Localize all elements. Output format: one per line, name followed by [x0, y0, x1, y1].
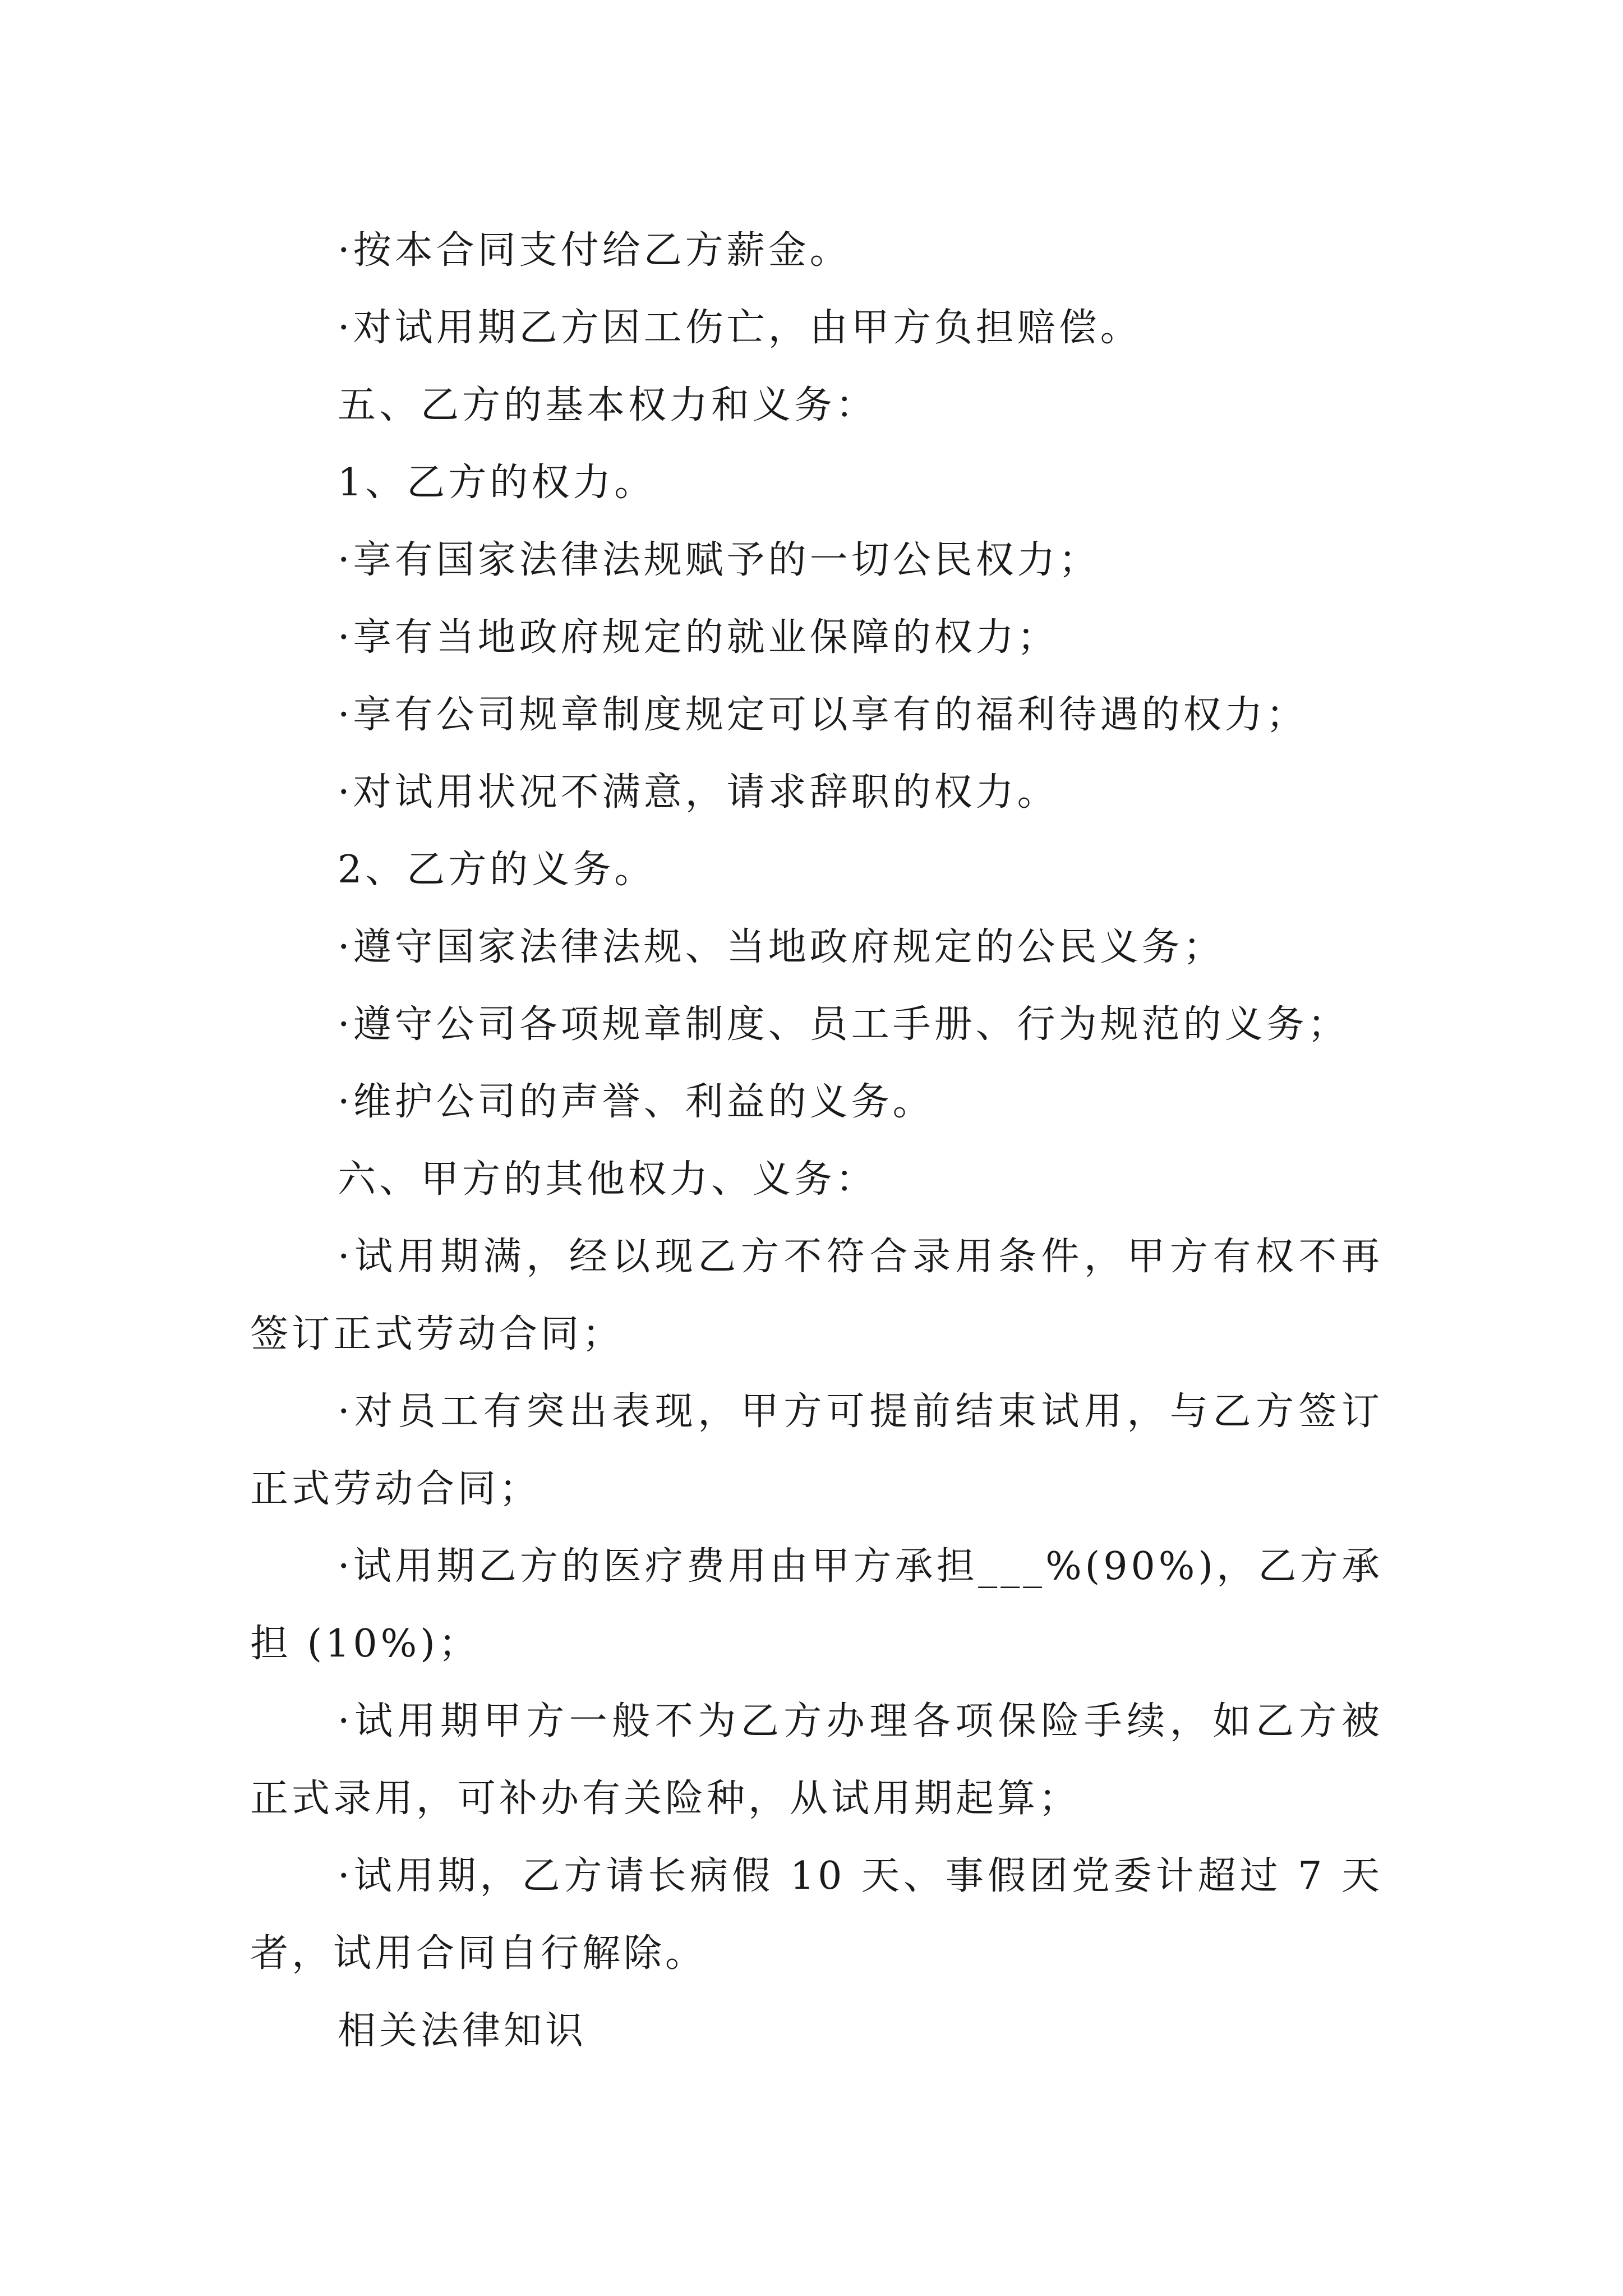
subheading-party-b-rights: 1、乙方的权力。 [338, 461, 656, 505]
section-heading-party-a-other: 六、甲方的其他权力、义务： [338, 1157, 878, 1202]
section-heading-party-b-rights: 五、乙方的基本权力和义务： [338, 383, 878, 427]
paragraph-early-termination: ·对员工有突出表现，甲方可提前结束试用，与乙方签订正式劳动合同； [250, 1389, 1383, 1511]
bullet-company-rules-obligation: ·遵守公司各项规章制度、员工手册、行为规范的义务； [338, 1002, 1349, 1047]
paragraph-probation-expiry: ·试用期满，经以现乙方不符合录用条件，甲方有权不再签订正式劳动合同； [250, 1235, 1383, 1356]
bullet-welfare-rights: ·享有公司规章制度规定可以享有的福利待遇的权力； [338, 693, 1308, 737]
bullet-law-obligation: ·遵守国家法律法规、当地政府规定的公民义务； [338, 925, 1225, 969]
bullet-employment-protection: ·享有当地政府规定的就业保障的权力； [338, 615, 1059, 660]
paragraph-insurance: ·试用期甲方一般不为乙方办理各项保险手续，如乙方被正式录用，可补办有关险种，从试用期起算； [250, 1699, 1383, 1821]
bullet-pay-salary: ·按本合同支付给乙方薪金。 [338, 228, 851, 273]
document-body [250, 212, 1383, 2070]
bullet-reputation-obligation: ·维护公司的声誉、利益的义务。 [338, 1080, 934, 1124]
bullet-resignation-right: ·对试用状况不满意，请求辞职的权力。 [338, 770, 1059, 815]
bullet-injury-compensation: ·对试用期乙方因工伤亡，由甲方负担赔偿。 [338, 306, 1142, 350]
paragraph-medical-costs: ·试用期乙方的医疗费用由甲方承担___%(90%)，乙方承担 (10%)； [250, 1544, 1383, 1666]
paragraph-leave-termination: ·试用期，乙方请长病假 10 天、事假团党委计超过 7 天者，试用合同自行解除。 [250, 1854, 1383, 1976]
subheading-party-b-obligations: 2、乙方的义务。 [338, 848, 656, 892]
bullet-citizen-rights: ·享有国家法律法规赋予的一切公民权力； [338, 538, 1100, 582]
closing-heading: 相关法律知识 [338, 2009, 587, 2053]
